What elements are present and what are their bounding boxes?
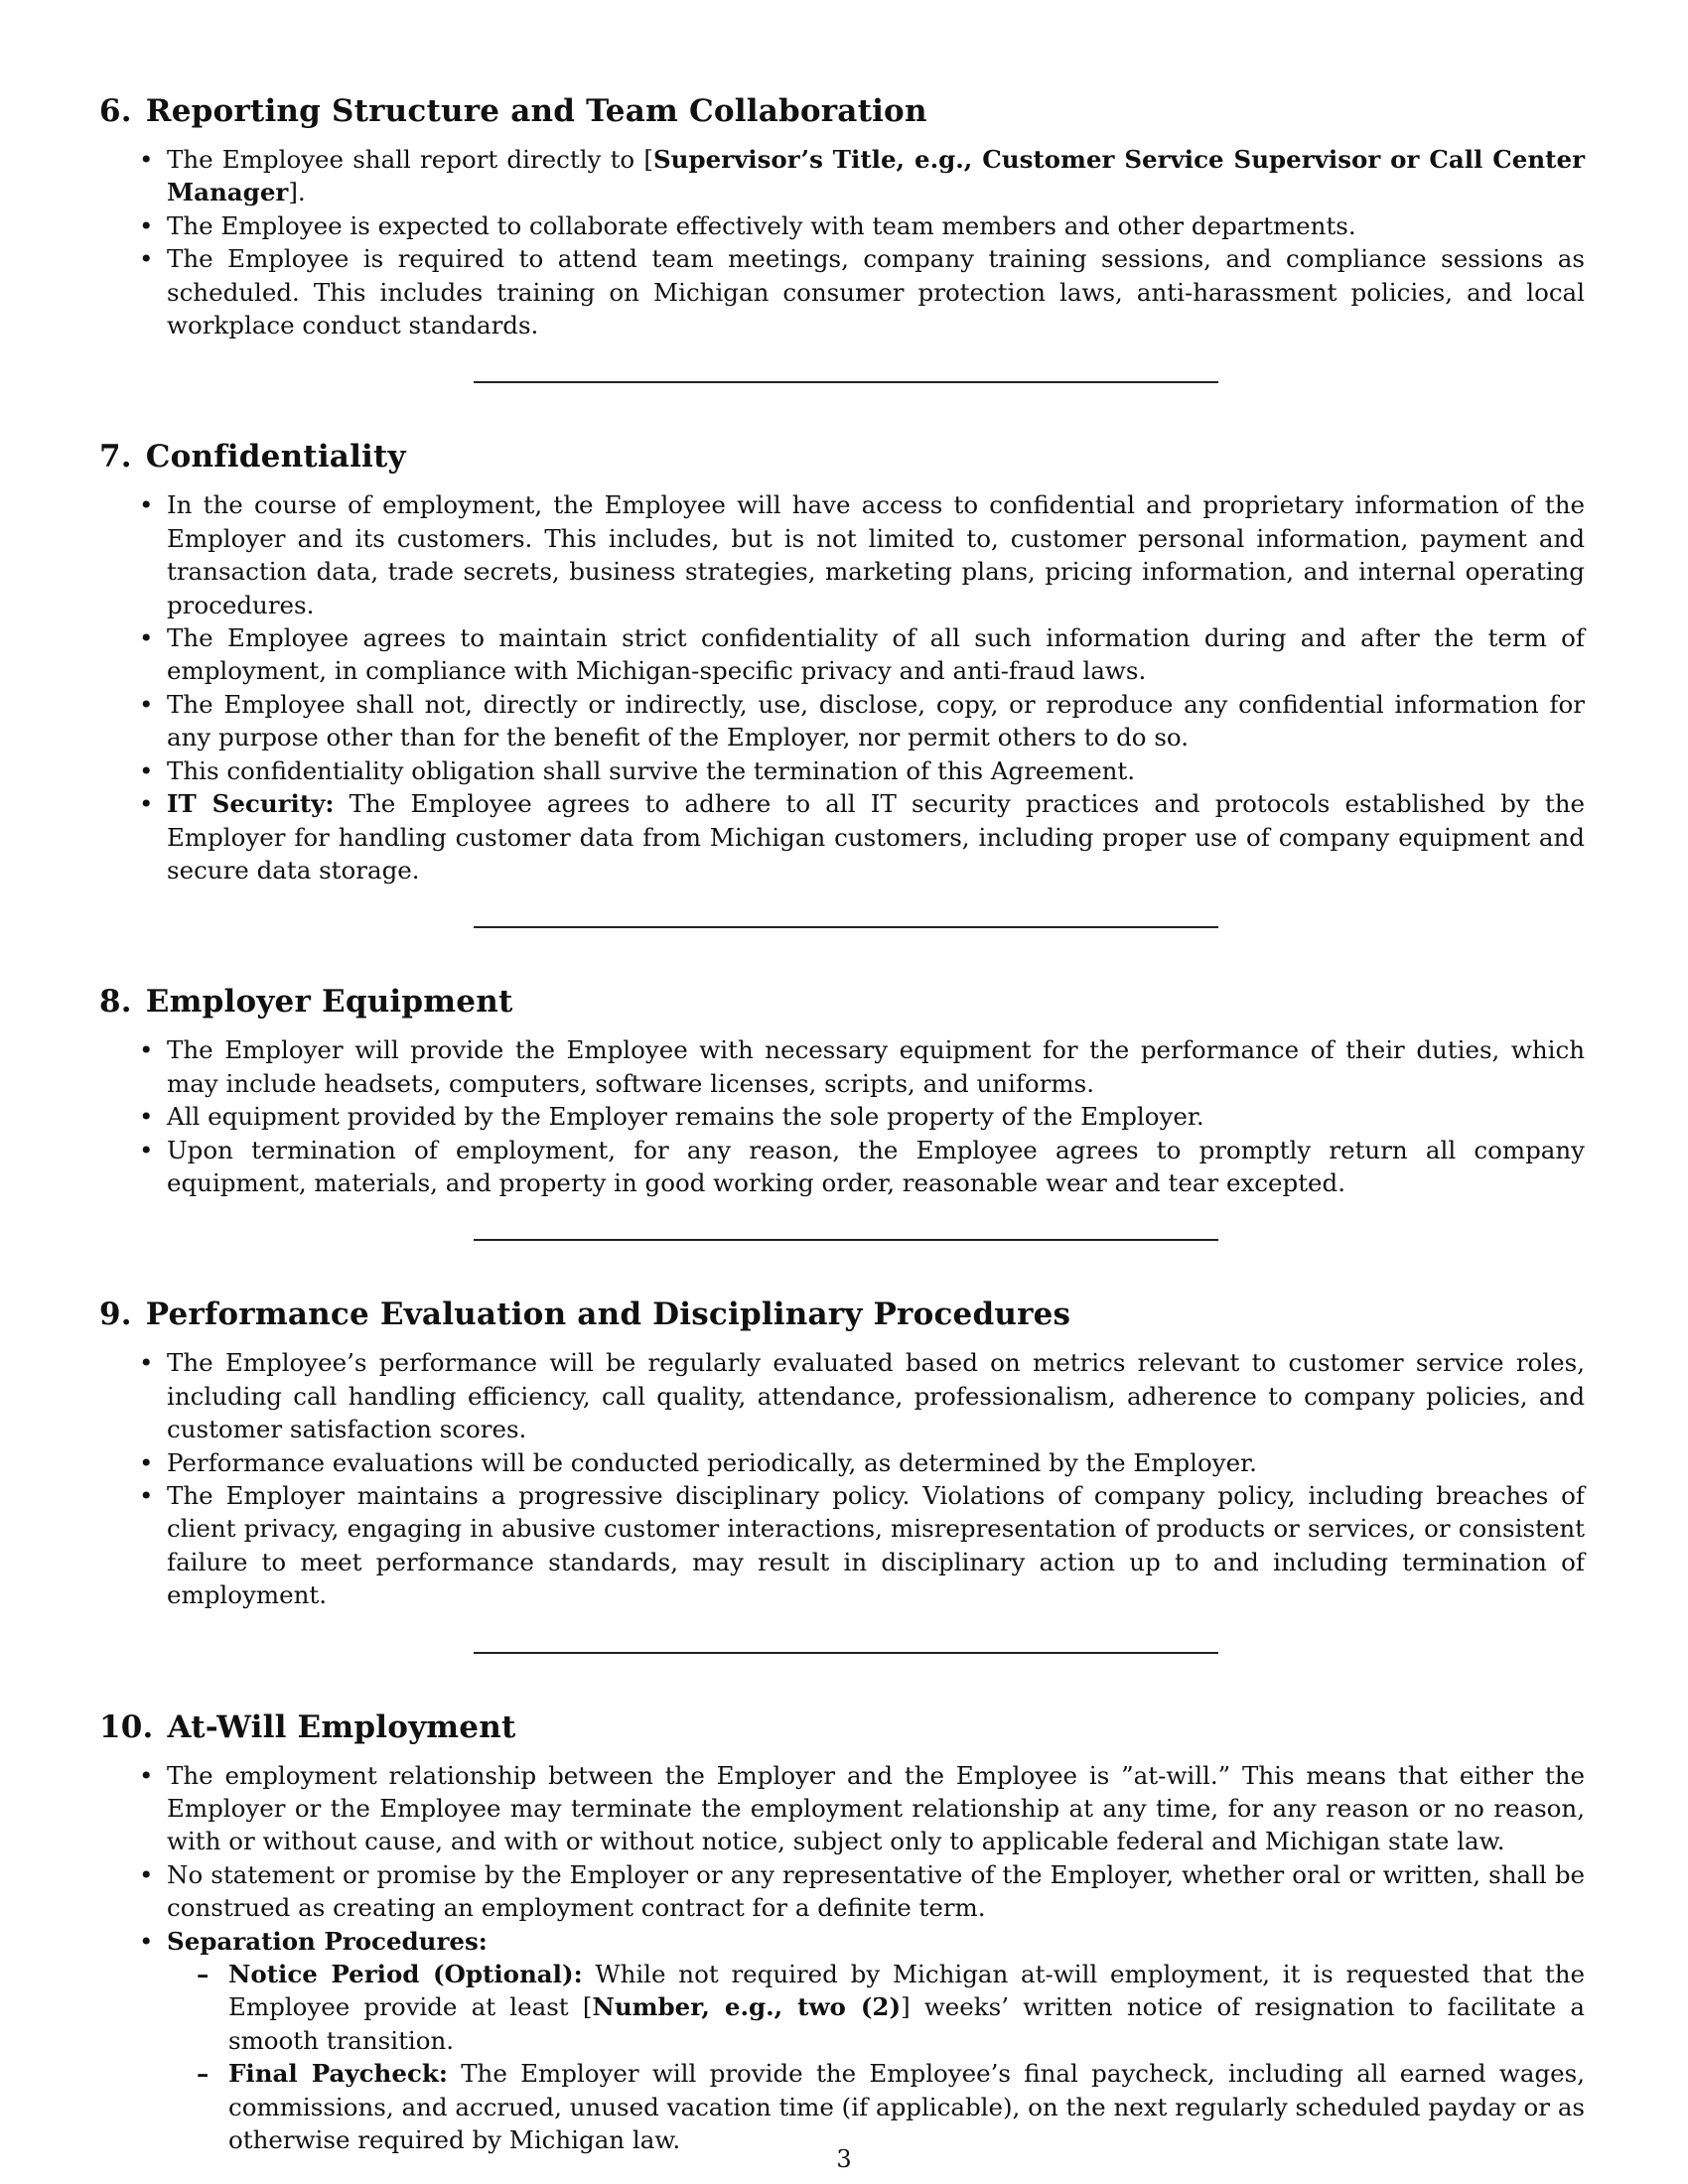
bullet-text: ].: [288, 178, 306, 207]
bullet-bold-text: Supervisor’s Title, e.g., Customer Service Supervisor or Call Center Manager: [167, 145, 1585, 207]
bullet-text: This confidentiality obligation shall survive the termination of this Agreement.: [167, 755, 1136, 785]
bullet-text: The Employee agrees to adhere to all IT security practices and protocols established by the Employer for handling customer data from Michigan customers, including proper use of company equipment and secure data storage.: [167, 789, 1585, 885]
section-title: Employer Equipment: [145, 984, 513, 1021]
section-divider: [474, 926, 1218, 928]
bullet-text: All equipment provided by the Employer remains the sole property of the Employer.: [167, 1102, 1204, 1132]
bullet-text: The Employee shall report directly to [: [167, 145, 653, 174]
bullet-text: The Employee is expected to collaborate effectively with team members and other departments.: [167, 210, 1356, 240]
bullet-bold-text: Number, e.g., two (2): [592, 1992, 902, 2022]
section-title: At-Will Employment: [167, 1708, 516, 1745]
bullet-list: [99, 1346, 1589, 1611]
bullet-lead: Notice Period (Optional):: [228, 1960, 583, 1989]
list-item: [167, 488, 1589, 621]
list-item: [167, 621, 1589, 688]
section-at-will-employment: [99, 1707, 1589, 2157]
section-reporting-structure: [99, 91, 1589, 341]
list-item: [167, 1033, 1589, 1100]
section-heading: [99, 982, 1589, 1022]
sub-list-item: [228, 2057, 1585, 2156]
section-divider: [474, 1652, 1218, 1654]
section-divider: [474, 1239, 1218, 1241]
list-item: [167, 143, 1589, 209]
section-number: 7.: [99, 439, 132, 476]
section-title: Performance Evaluation and Disciplinary Procedures: [145, 1297, 1071, 1333]
bullet-lead: Final Paycheck:: [228, 2059, 448, 2089]
document-page: [99, 91, 1589, 2156]
bullet-list: [99, 1759, 1589, 2157]
section-number: 9.: [99, 1297, 132, 1333]
section-title: Reporting Structure and Team Collaboration: [145, 93, 927, 129]
section-number: 8.: [99, 984, 132, 1021]
bullet-text: Performance evaluations will be conducted periodically, as determined by the Employer.: [167, 1447, 1257, 1477]
list-item: [167, 1858, 1589, 1925]
list-item: [167, 242, 1589, 341]
bullet-list: [99, 488, 1589, 887]
page-number: 3: [836, 2145, 852, 2173]
bullet-text: The Employee agrees to maintain strict confidentiality of all such information during and after the term of employment, in compliance with Michigan-specific privacy and anti-fraud laws.: [167, 623, 1585, 686]
section-heading: [99, 1707, 1589, 1747]
bullet-text: The employment relationship between the Employer and the Employee is ”at-will.” This means that either the Employer or the Employee may terminate the employment relationship at any time, for any reason or no reason, with or without cause, and with or without notice, subject only to applicable federal and Michigan state law.: [167, 1760, 1585, 1856]
sub-list-item: [228, 1958, 1585, 2057]
list-item: [167, 1346, 1589, 1445]
bullet-text: The Employee’s performance will be regularly evaluated based on metrics relevant to customer service roles, including call handling efficiency, call quality, attendance, professionalism, adherence to company policies, and customer satisfaction scores.: [167, 1348, 1585, 1444]
section-performance-evaluation: [99, 1295, 1589, 1611]
sub-bullet-list: [167, 1958, 1585, 2156]
list-item: [167, 1446, 1589, 1479]
bullet-text: ] weeks’ written notice of resignation to facilitate a smooth transition.: [228, 1992, 1585, 2055]
section-heading: [99, 1295, 1589, 1334]
section-divider: [474, 381, 1218, 383]
list-item: [167, 754, 1589, 787]
bullet-text: In the course of employment, the Employee will have access to confidential and proprietary information of the Employer and its customers. This includes, but is not limited to, customer personal information, payment and transaction data, trade secrets, business strategies, marketing plans, pricing information, and internal operating procedures.: [167, 490, 1585, 619]
list-item: [167, 1759, 1589, 1858]
section-number: 6.: [99, 93, 132, 129]
section-number: 10.: [99, 1708, 154, 1745]
bullet-text: While not required by Michigan at-will employment, it is requested that the Employee provide at least [: [228, 1960, 1585, 2022]
list-item: [167, 1134, 1589, 1200]
section-confidentiality: [99, 437, 1589, 887]
bullet-text: The Employer will provide the Employee’s final paycheck, including all earned wages, commissions, and accrued, unused vacation time (if applicable), on the next regularly scheduled payday or as otherwise required by Michigan law.: [228, 2059, 1585, 2155]
bullet-text: The Employee is required to attend team meetings, company training sessions, and compliance sessions as scheduled. This includes training on Michigan consumer protection laws, anti-harassment policies, and local workplace conduct standards.: [167, 244, 1585, 341]
section-heading: [99, 437, 1589, 477]
list-item: [167, 1100, 1589, 1133]
bullet-text: No statement or promise by the Employer or any representative of the Employer, whether oral or written, shall be construed as creating an employment contract for a definite term.: [167, 1859, 1585, 1923]
list-item: [167, 1925, 1589, 2157]
bullet-lead: IT Security:: [167, 789, 335, 819]
list-item: [167, 787, 1589, 887]
bullet-lead: Separation Procedures:: [167, 1926, 488, 1956]
section-employer-equipment: [99, 982, 1589, 1199]
bullet-text: The Employee shall not, directly or indirectly, use, disclose, copy, or reproduce any confidential information for any purpose other than for the benefit of the Employer, nor permit others to do so.: [167, 689, 1585, 752]
list-item: [167, 1479, 1589, 1612]
bullet-text: Upon termination of employment, for any reason, the Employee agrees to promptly return all company equipment, materials, and property in good working order, reasonable wear and tear excepted.: [167, 1135, 1585, 1197]
bullet-list: [99, 143, 1589, 341]
bullet-text: The Employer will provide the Employee with necessary equipment for the performance of their duties, which may include headsets, computers, software licenses, scripts, and uniforms.: [167, 1035, 1585, 1098]
section-heading: [99, 91, 1589, 131]
list-item: [167, 688, 1589, 754]
list-item: [167, 209, 1589, 242]
bullet-text: The Employer maintains a progressive disciplinary policy. Violations of company policy, including breaches of client privacy, engaging in abusive customer interactions, misrepresentation of products or services, or consistent failure to meet performance standards, may result in disciplinary action up to and including termination of employment.: [167, 1480, 1585, 1610]
bullet-list: [99, 1033, 1589, 1199]
section-title: Confidentiality: [145, 439, 406, 476]
